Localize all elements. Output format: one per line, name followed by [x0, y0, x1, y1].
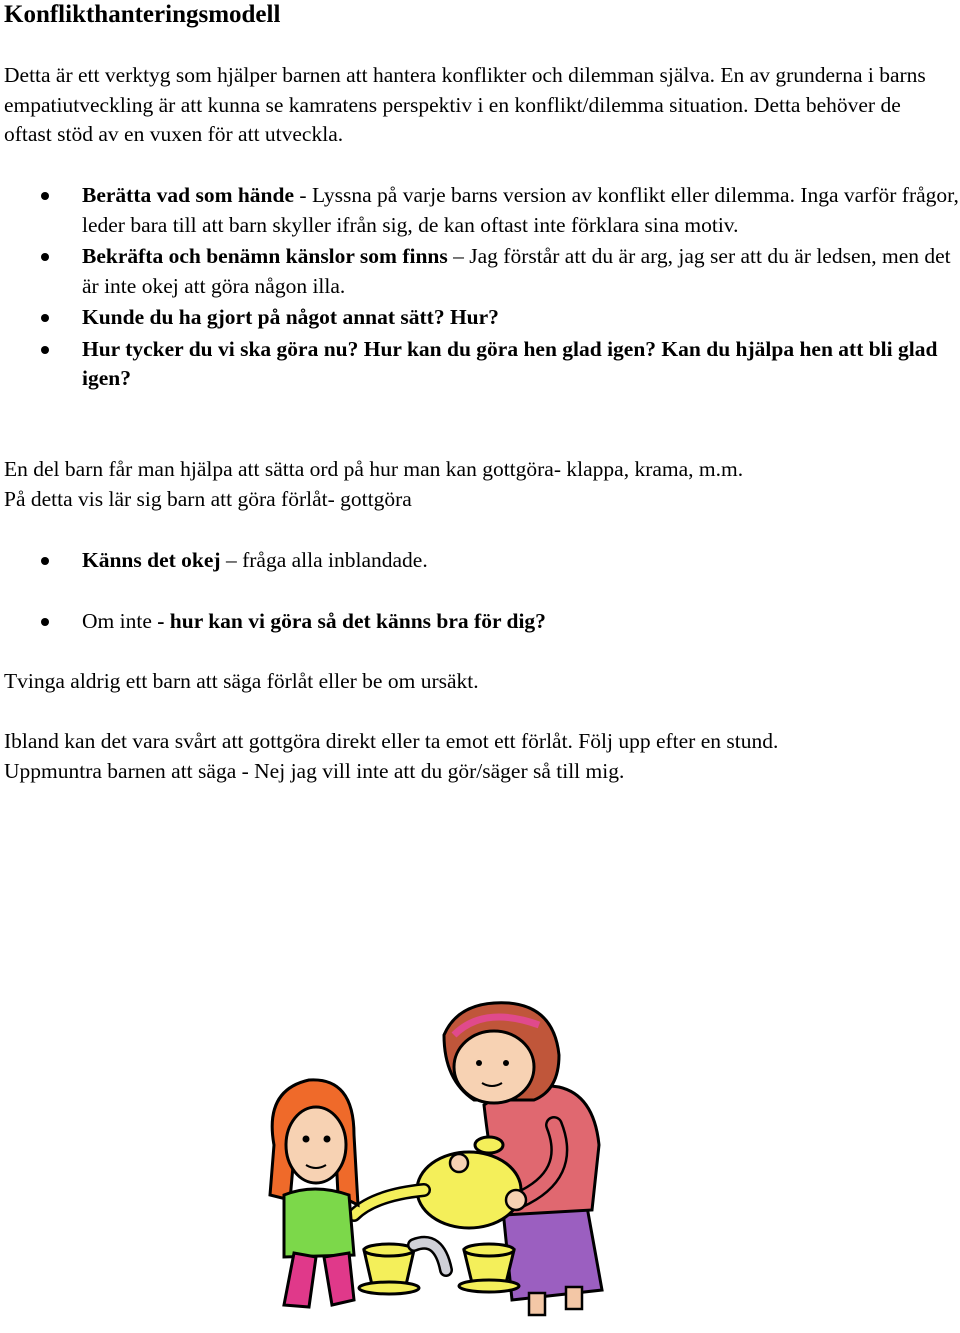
steps-list	[4, 181, 960, 396]
list-item	[4, 242, 960, 301]
bullet-icon	[41, 557, 49, 565]
bullet-icon	[41, 253, 49, 261]
bullet-icon	[41, 618, 49, 626]
follow-up-line-1: Ibland kan det vara svårt att gottgöra direkt eller ta emot ett förlåt. Följ upp efter en stund.	[4, 729, 779, 753]
list-item	[4, 546, 960, 576]
step-text: – Jag förstår att du är arg, jag ser att du är ledsen, men det är inte okej att göra någon illa.	[82, 244, 951, 298]
page-title: Konflikthanteringsmodell	[4, 1, 281, 28]
list-item	[4, 607, 960, 637]
step-heading: - hur kan vi göra så det känns bra för dig?	[157, 609, 546, 633]
step-heading: Berätta vad som hände	[82, 183, 295, 207]
bullet-icon	[41, 192, 49, 200]
intro-paragraph: Detta är ett verktyg som hjälper barnen att hantera konflikter och dilemman själva. En av grunderna i barns empatiutveckling är att kunna se kamratens perspektiv i en konflikt/dilemma situation. Detta behöver de oftast stöd av en vuxen för att utveckla.	[4, 63, 926, 146]
step-heading: Hur tycker du vi ska göra nu? Hur kan du göra hen glad igen? Kan du hjälpa hen att bli glad igen?	[82, 336, 938, 390]
step-heading: Känns det okej	[82, 548, 221, 572]
step-heading: Kunde du ha gjort på något annat sätt? Hur?	[82, 305, 499, 329]
list-item	[4, 335, 960, 394]
help-line-1: En del barn får man hjälpa att sätta ord på hur man kan gottgöra- klappa, krama, m.m.	[4, 457, 744, 481]
step-heading: Bekräfta och benämn känslor som finns	[82, 244, 448, 268]
help-line-2: På detta vis lär sig barn att göra förlåt- gottgöra	[4, 486, 412, 511]
help-paragraph	[4, 455, 949, 514]
children-tea-party-illustration	[254, 995, 654, 1320]
step-text: – fråga alla inblandade.	[220, 548, 428, 572]
list-item	[4, 181, 960, 240]
follow-up-paragraph	[4, 727, 956, 786]
bullet-icon	[41, 346, 49, 354]
not-okay-list	[4, 607, 960, 637]
bullet-icon	[41, 314, 49, 322]
list-item	[4, 303, 960, 333]
step-text: - Lyssna på varje barns version av konflikt eller dilemma. Inga varför frågor, leder bara till att barn skyller ifrån sig, de kan oftast inte förklara sina motiv.	[82, 183, 959, 237]
follow-up-line-2: Uppmuntra barnen att säga - Nej jag vill inte att du gör/säger så till mig.	[4, 758, 625, 783]
step-text: Om inte	[82, 609, 158, 633]
okay-list	[4, 546, 960, 576]
never-force-paragraph: Tvinga aldrig ett barn att säga förlåt eller be om ursäkt.	[4, 669, 479, 693]
